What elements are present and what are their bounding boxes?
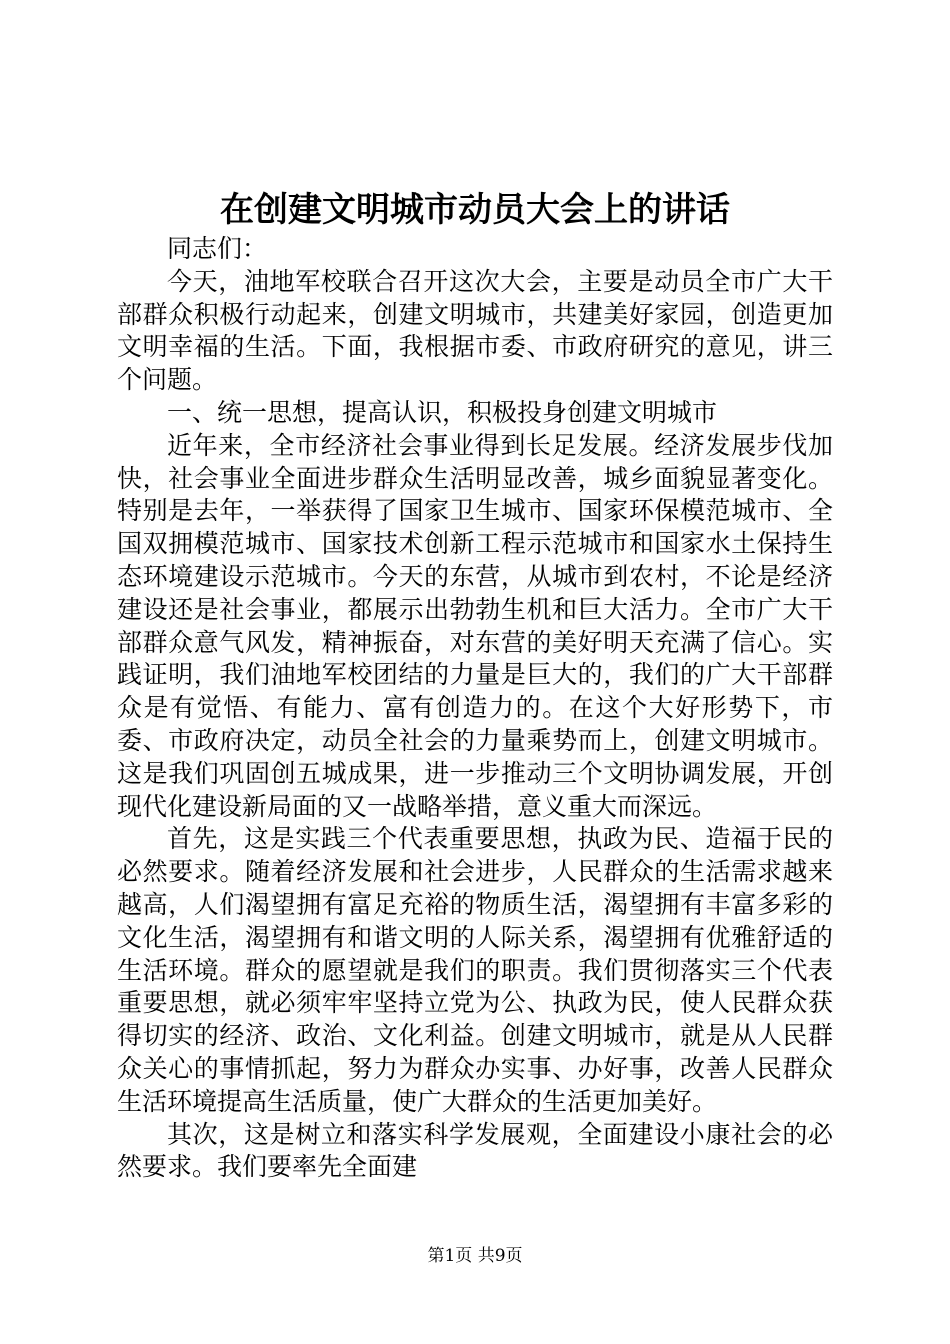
section-heading-1: 一、统一思想，提高认识，积极投身创建文明城市 <box>167 397 718 427</box>
paragraph: 近年来，全市经济社会事业得到长足发展。经济发展步伐加快，社会事业全面进步群众生活明显改善，城乡面貌显著变化。特别是去年，一举获得了国家卫生城市、国家环保模范城市、全国双拥模范城市、国家技术创新工程示范城市和国家水土保持生态环境建设示范城市。今天的东营，从城市到农村，不论是经济建设还是社会事业，都展示出勃勃生机和巨大活力。全市广大干部群众意气风发，精神振奋，对东营的美好明天充满了信心。实践证明，我们油地军校团结的力量是巨大的，我们的广大干部群众是有觉悟、有能力、富有创造力的。在这个大好形势下，市委、市政府决定，动员全社会的力量乘势而上，创建文明城市。这是我们巩固创五城成果，进一步推动三个文明协调发展，开创现代化建设新局面的又一战略举措，意义重大而深远。 <box>117 430 833 821</box>
paragraph: 首先，这是实践三个代表重要思想，执政为民、造福于民的必然要求。随着经济发展和社会进步，人民群众的生活需求越来越高，人们渴望拥有富足充裕的物质生活，渴望拥有丰富多彩的文化生活，渴望拥有和谐文明的人际关系，渴望拥有优雅舒适的生活环境。群众的愿望就是我们的职责。我们贯彻落实三个代表重要思想，就必须牢牢坚持立党为公、执政为民，使人民群众获得切实的经济、政治、文化利益。创建文明城市，就是从人民群众关心的事情抓起，努力为群众办实事、办好事，改善人民群众生活环境提高生活质量，使广大群众的生活更加美好。 <box>117 824 833 1116</box>
document-body <box>117 233 833 1184</box>
paragraph-salutation: 同志们： <box>167 234 268 263</box>
page-number-footer: 第1页 共9页 <box>427 1246 523 1266</box>
paragraph-intro: 今天，油地军校联合召开这次大会，主要是动员全市广大干部群众积极行动起来，创建文明城市，共建美好家园，创造更加文明幸福的生活。下面，我根据市委、市政府研究的意见，讲三个问题。 <box>117 266 833 395</box>
document-title: 在创建文明城市动员大会上的讲话 <box>220 190 730 230</box>
paragraph: 其次，这是树立和落实科学发展观，全面建设小康社会的必然要求。我们要率先全面建 <box>117 1119 833 1182</box>
